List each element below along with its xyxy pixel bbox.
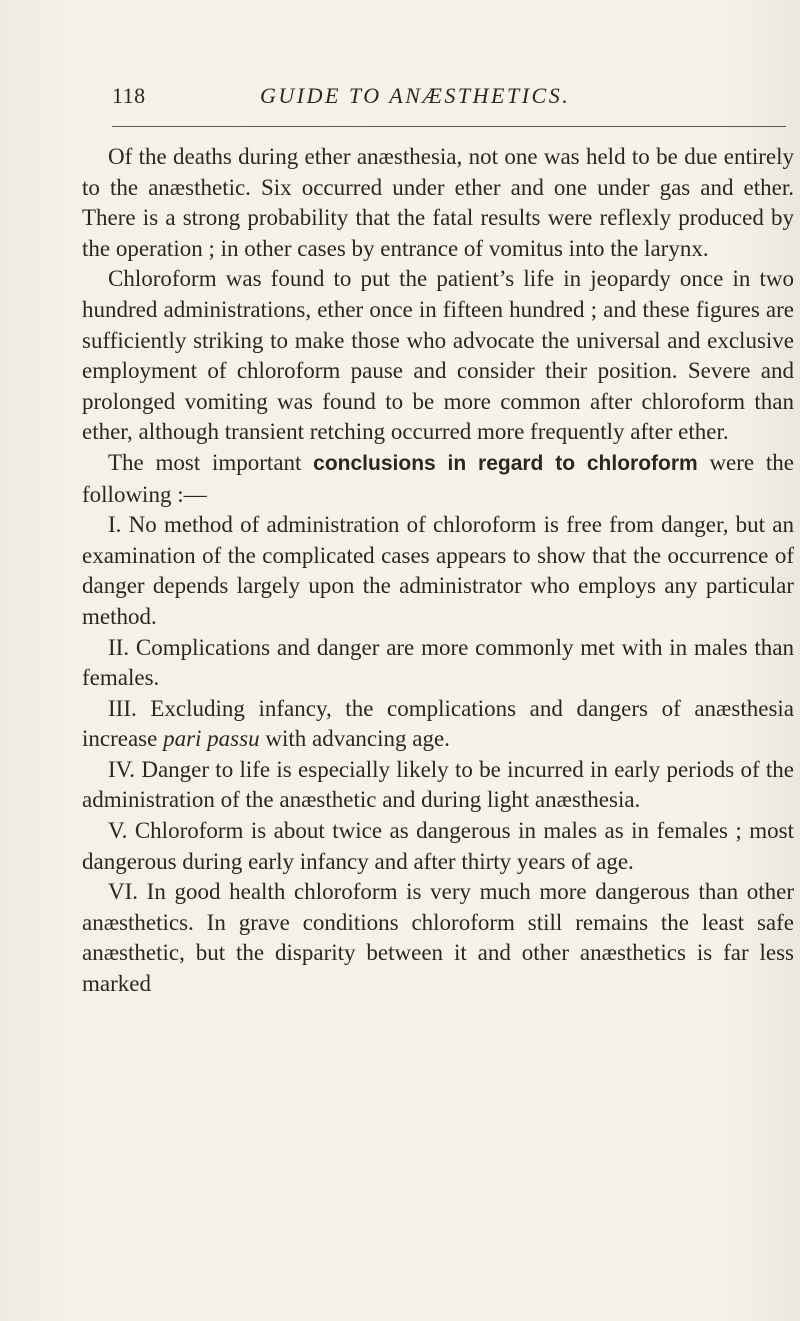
conclusions-heading: conclusions in regard to chloroform xyxy=(313,451,698,475)
body-text xyxy=(82,142,794,1000)
page-number: 118 xyxy=(112,83,146,108)
running-head xyxy=(112,83,788,119)
header-rule xyxy=(112,126,786,127)
conclusions-intro-end: were the following :— xyxy=(82,449,794,507)
paragraph-ether-deaths: Of the deaths during ether anæsthesia, not one was held to be due entirely to the anæsthetic. Six occurred under ether and one under gas and ether. There is a strong probability that the fatal results were reflexly produced by the operation ; in other cases by entrance of vomitus into the larynx. xyxy=(82,144,794,261)
conclusion-iii-start: III. Excluding infancy, the complications and dangers of anæsthesia increase xyxy=(82,695,794,752)
paragraph-chloroform-risk: Chloroform was found to put the patient’s life in jeopardy once in two hundred administrations, ether once in fifteen hundred ; and these figures are sufficiently striking to make those who advocate the universal and exclusive employment of chloroform pause and consider their position. Severe and prolonged vomiting was found to be more common after chloroform than ether, although transient retching occurred more frequently after ether. xyxy=(82,266,794,445)
conclusion-vi: VI. In good health chloroform is very much more dangerous than other anæsthetics. In grave conditions chloroform still remains the least safe anæsthetic, but the disparity between it and other anæsthetics is far less marked xyxy=(82,879,794,997)
conclusion-iv: IV. Danger to life is especially likely to be incurred in early periods of the administration of the anæsthetic and during light anæsthesia. xyxy=(82,756,794,813)
latin-phrase: pari passu xyxy=(163,726,260,752)
conclusion-v: V. Chloroform is about twice as dangerous in males as in females ; most dangerous during early infancy and after thirty years of age. xyxy=(82,818,794,874)
conclusions-intro-start: The most important xyxy=(108,449,314,475)
conclusion-iii xyxy=(82,694,794,755)
book-title: GUIDE TO ANÆSTHETICS. xyxy=(260,83,571,108)
conclusion-iii-end: with advancing age. xyxy=(259,726,450,752)
conclusion-ii: II. Complications and danger are more commonly met with in males than females. xyxy=(82,634,794,691)
conclusion-i: I. No method of administration of chloroform is free from danger, but an examination of the complicated cases appears to show that the occurrence of danger depends largely upon the administrator who employs any particular method. xyxy=(82,512,794,629)
paragraph-conclusions-intro xyxy=(82,448,794,510)
